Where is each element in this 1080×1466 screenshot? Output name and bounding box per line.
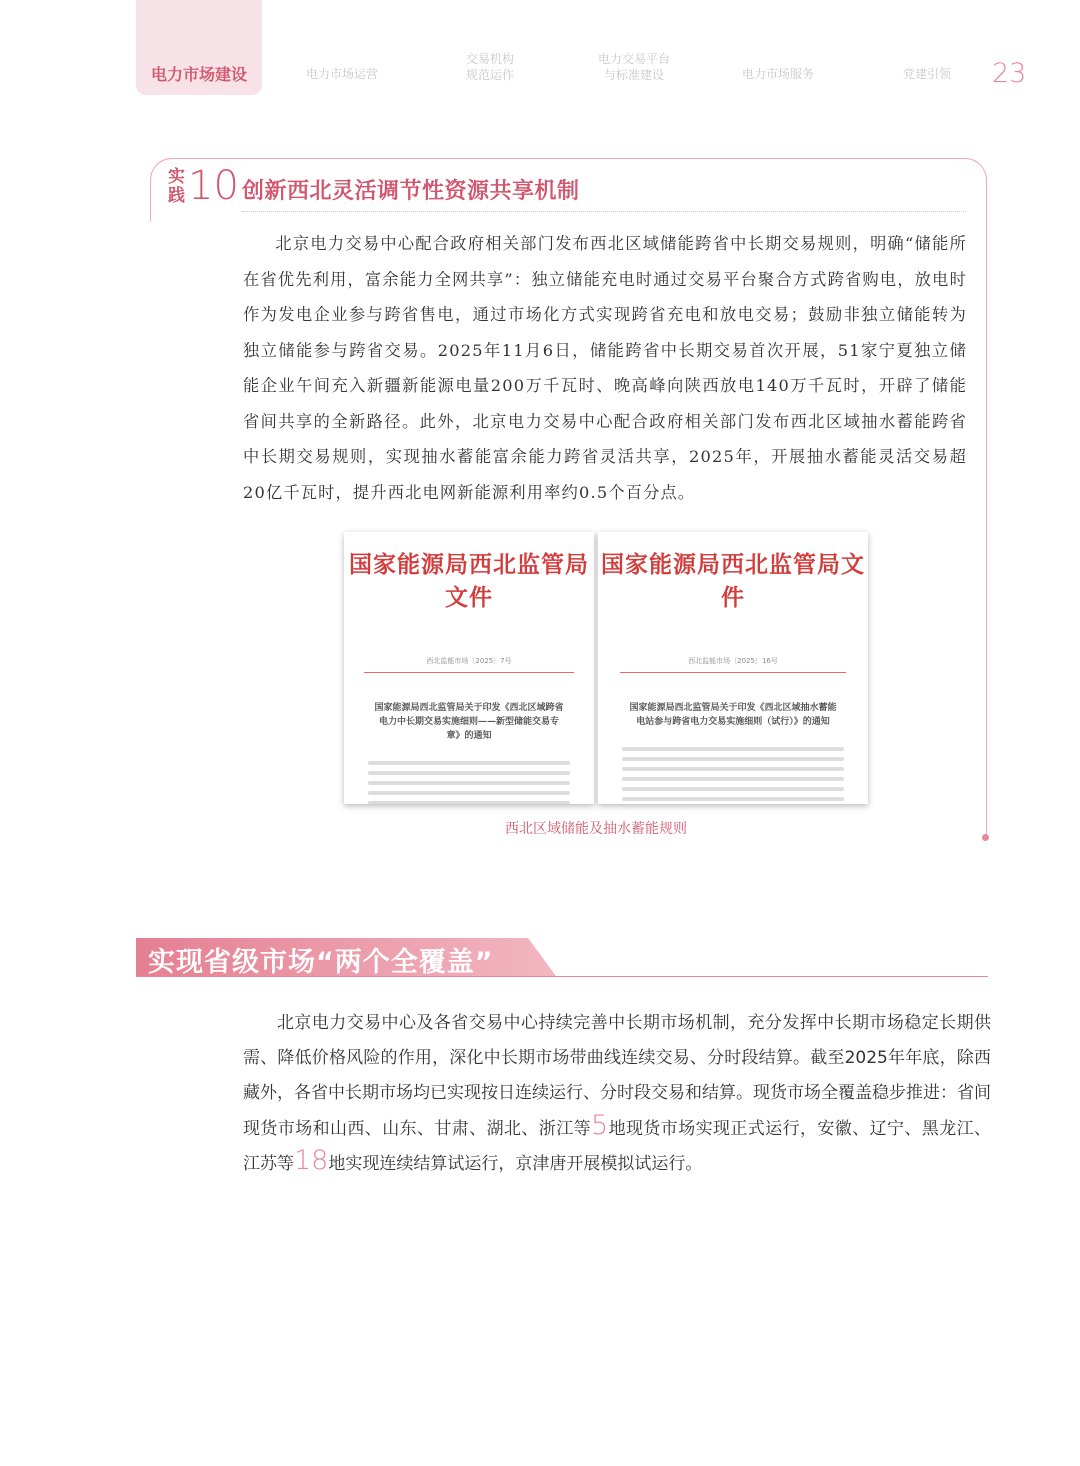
- document-subject: 国家能源局西北监管局关于印发《西北区域抽水蓄能电站参与跨省电力交易实施细则（试行）》的通知: [629, 703, 837, 727]
- paragraph-text: 地实现连续结算试运行，京津唐开展模拟试运行。: [328, 1153, 703, 1174]
- nav-tab-label: 电力市场服务: [741, 67, 814, 81]
- document-number: 西北监能市场〔2025〕16号: [688, 657, 778, 665]
- highlight-number: 18: [294, 1144, 329, 1176]
- nav-tab-market-service[interactable]: [730, 66, 826, 82]
- practice-number: 10: [188, 163, 239, 209]
- page-number: 23: [992, 58, 1027, 89]
- document-subject: 国家能源局西北监管局关于印发《西北区域跨省电力中长期交易实施细则——新型储能交易专章》的通知: [374, 703, 564, 741]
- document-text-line: [622, 797, 844, 801]
- figure-caption: 西北区域储能及抽水蓄能规则: [505, 821, 687, 837]
- document-text-line: [622, 747, 844, 751]
- paragraph-text: 地现货市场实现正式运行，安徽、辽宁、黑龙江、江苏等: [243, 1118, 992, 1174]
- nav-tab-market-construction[interactable]: 电力市场建设: [150, 65, 247, 84]
- document-text-line: [622, 777, 844, 781]
- document-redline: [364, 672, 574, 673]
- document-header: 国家能源局西北监管局文件: [601, 551, 865, 611]
- nav-tab-label: 交易机构: [465, 52, 514, 66]
- nav-tab-label: 电力市场运营: [305, 67, 378, 81]
- nav-tab-platform[interactable]: [584, 51, 684, 83]
- document-redline: [620, 672, 847, 673]
- section-rule: [136, 976, 988, 977]
- frame-dot: [982, 834, 989, 841]
- paragraph-text: 北京电力交易中心及各省交易中心持续完善中长期市场机制，充分发挥中长期市场稳定长期供需、降低价格风险的作用，深化中长期市场带曲线连续交易、分时段结算。截至2025年年底，除西藏外，各省中长期市场均已实现按日连续运行、分时段交易和结算。现货市场全覆盖稳步推进：省间现货市场和山西、山东、甘肃、湖北、浙江等: [243, 1013, 991, 1139]
- document-text-line: [368, 801, 570, 804]
- nav-tab-label: 党建引领: [902, 67, 951, 81]
- document-header: 国家能源局西北监管局文件: [349, 551, 589, 611]
- nav-tab-label: 与标准建设: [603, 68, 664, 82]
- practice-label: 实践: [168, 167, 185, 206]
- highlight-number: 5: [591, 1109, 609, 1141]
- document-text-line: [368, 771, 570, 775]
- document-text-line: [622, 757, 844, 761]
- practice-paragraph: 北京电力交易中心配合政府相关部门发布西北区域储能跨省中长期交易规则，明确“储能所在省优先利用，富余能力全网共享”：独立储能充电时通过交易平台聚合方式跨省购电，放电时作为发电企业参与跨省售电，通过市场化方式实现跨省充电和放电交易；鼓励非独立储能转为独立储能参与跨省交易。2025年11月6日，储能跨省中长期交易首次开展，51家宁夏独立储能企业午间充入新疆新能源电量200万千瓦时、晚高峰向陕西放电140万千瓦时，开辟了储能省间共享的全新路径。此外，北京电力交易中心配合政府相关部门发布西北区域抽水蓄能跨省中长期交易规则，实现抽水蓄能富余能力跨省灵活共享，2025年，开展抽水蓄能灵活交易超20亿千瓦时，提升西北电网新能源利用率约0.5个百分点。: [243, 234, 967, 502]
- document-image-storage: [344, 532, 594, 804]
- nav-tab-market-operation[interactable]: [295, 66, 389, 82]
- title-divider: [242, 211, 966, 212]
- nav-tab-party-building[interactable]: [890, 66, 964, 82]
- practice-title: 创新西北灵活调节性资源共享机制: [242, 179, 580, 204]
- document-text-line: [368, 791, 570, 795]
- document-text-line: [622, 787, 844, 791]
- section-paragraph: [243, 1006, 991, 1182]
- section-title: 实现省级市场“两个全覆盖”: [148, 947, 494, 978]
- document-text-line: [368, 761, 570, 765]
- document-image-pumped-storage: [598, 532, 868, 804]
- document-number: 西北监能市场〔2025〕7号: [426, 657, 512, 665]
- nav-tab-label: 规范运作: [465, 68, 514, 82]
- document-text-line: [622, 767, 844, 771]
- nav-tab-label: 电力交易平台: [597, 52, 670, 66]
- nav-tab-institution[interactable]: [445, 51, 535, 83]
- document-text-line: [368, 781, 570, 785]
